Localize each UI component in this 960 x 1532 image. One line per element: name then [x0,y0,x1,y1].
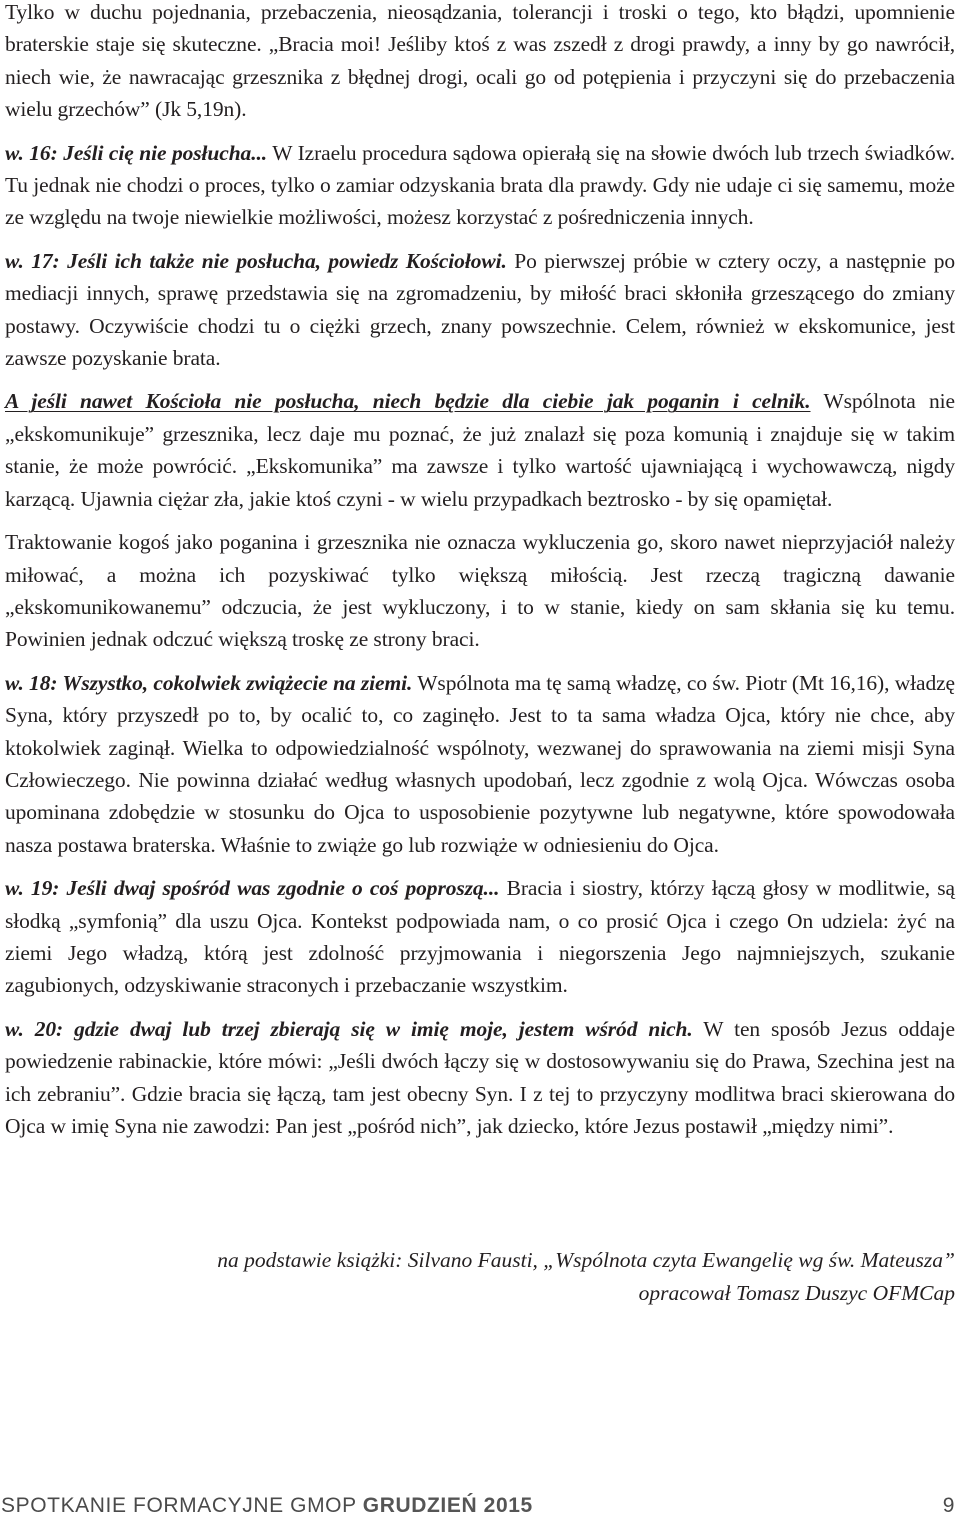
page-footer [0,1494,955,1530]
footer-title: SPOTKANIE FORMACYJNE GMOP [1,1494,363,1517]
paragraph-text: Traktowanie kogoś jako poganina i grzesznika nie oznacza wykluczenia go, skoro nawet nieprzyjaciół należy miłować, a można ich pozyskiwać tylko większą miłością. Jest rzeczą tragiczną dawanie „ekskomunikowanemu” odczucia, że jest wykluczony, i to w stanie, kiedy on sam skłania się ku temu. Powinien jednak odczuć większą troskę ze strony braci. [5,530,955,652]
footer-month: GRUDZIEŃ 2015 [362,1494,533,1517]
verse-heading: w. 17: Jeśli ich także nie posłucha, powiedz Kościołowi. [5,248,507,273]
paragraph-text: Po pierwszej próbie w cztery oczy, a następnie po mediacji innych, sprawę przedstawia się na zgromadzeniu, by miłość braci skłoniła grzeszącego do zmiany postawy. Oczywiście chodzi tu o ciężki grzech, znany powszechnie. Celem, również w ekskomunice, jest zawsze pozyskanie brata. [5,248,955,371]
paragraph-text: Bracia i siostry, którzy łączą głosy w modlitwie, są słodką „symfonią” dla uszu Ojca. Kontekst podpowiada nam, o co prosić Ojca i czego On udziela: żyć na ziemi Jego władzą, którą jest zdolność przyjmowania i niegorszenia Jego najmniejszych, szukanie zagubionych, odzyskiwanie straconych i przebaczanie wszystkim. [5,876,955,998]
paragraph [5,667,955,861]
paragraph [5,1013,955,1143]
paragraph-text: Wspólnota ma tę samą władzę, co św. Piotr (Mt 16,16), władzę Syna, który przyszedł po to, by ocalić to, co zaginęło. Jest to ta sama władza Ojca, który nie chce, aby ktokolwiek zaginął. Wielka to odpowiedzialność wspólnoty, wezwanej do sprawowania na ziemi misji Syna Człowieczego. Nie powinna działać według własnych upodobań, lecz zgodnie z wolą Ojca. Wówczas osoba upominana zdobędzie w stosunku do Ojca to usposobienie pozytywne lub negatywne, które spowodowała nasza postawa braterska. Właśnie to zwiąże go lub rozwiąże w odniesieniu do Ojca. [5,670,956,857]
footer-title-wrap [1,1494,533,1518]
credits [217,1244,955,1309]
paragraph-text: Wspólnota nie „ekskomunikuje” grzesznika, lecz daje mu poznać, że już znalazł się poza komunią i znajduje się w takim stanie, że może powrócić. „Ekskomunika” ma zawsze i tylko wartość ujawniającą i wychowawczą, nigdy karzącą. Ujawnia ciężar zła, jakie ktoś czyni - w wielu przypadkach beztrosko - by się opamiętał. [5,389,955,511]
paragraph [5,385,955,515]
verse-heading: w. 19: Jeśli dwaj spośród was zgodnie o coś poproszą... [5,876,500,901]
article-body [5,0,955,1153]
page-number: 9 [942,1494,955,1517]
verse-heading: w. 20: gdzie dwaj lub trzej zbierają się w imię moje, jestem wśród nich. [5,1016,693,1041]
source-citation: na podstawie książki: Silvano Fausti, „Wspólnota czyta Ewangelię wg św. Mateusza” [217,1248,955,1272]
author-credit: opracował Tomasz Duszyc OFMCap [638,1280,955,1305]
paragraph [5,526,955,656]
paragraph [5,245,955,375]
paragraph [5,0,955,126]
paragraph-text: W ten sposób Jezus oddaje powiedzenie rabinackie, które mówi: „Jeśli dwóch łączy się w dostosowywaniu się do Prawa, Szechina jest na ich zebraniu”. Gdzie bracia się łączą, tam jest obecny Syn. I z tej to przyczyny modlitwa braci skierowana do Ojca w imię Syna nie zawodzi: Pan jest „pośród nich”, jak dziecko, które Jezus postawił „między nimi”. [5,1016,955,1138]
paragraph-text: Tylko w duchu pojednania, przebaczenia, nieosądzania, tolerancji i troski o tego, kto błądzi, upomnienie braterskie staje się skuteczne. „Bracia moi! Jeśliby ktoś z was zszedł z drogi prawdy, a inny by go nawrócił, niech wie, że nawracając grzesznika z błędnej drogi, ocali go od potępienia i przyczyni się do przebaczenia wielu grzechów” (Jk 5,19n). [5,0,955,122]
paragraph [5,137,955,234]
paragraph-text: W Izraelu procedura sądowa opierałą się na słowie dwóch lub trzech świadków. Tu jednak nie chodzi o proces, tylko o zamiar odzyskania brata dla prawdy. Gdy nie udaje ci się samemu, może ze względu na twoje niewielkie możliwości, możesz korzystać z pośredniczenia innych. [5,140,955,230]
verse-heading: w. 18: Wszystko, cokolwiek zwiążecie na ziemi. [5,670,413,695]
verse-heading: A jeśli nawet Kościoła nie posłucha, niech będzie dla ciebie jak poganin i celnik. [5,389,811,414]
paragraph [5,872,955,1002]
verse-heading: w. 16: Jeśli cię nie posłucha... [5,140,268,165]
